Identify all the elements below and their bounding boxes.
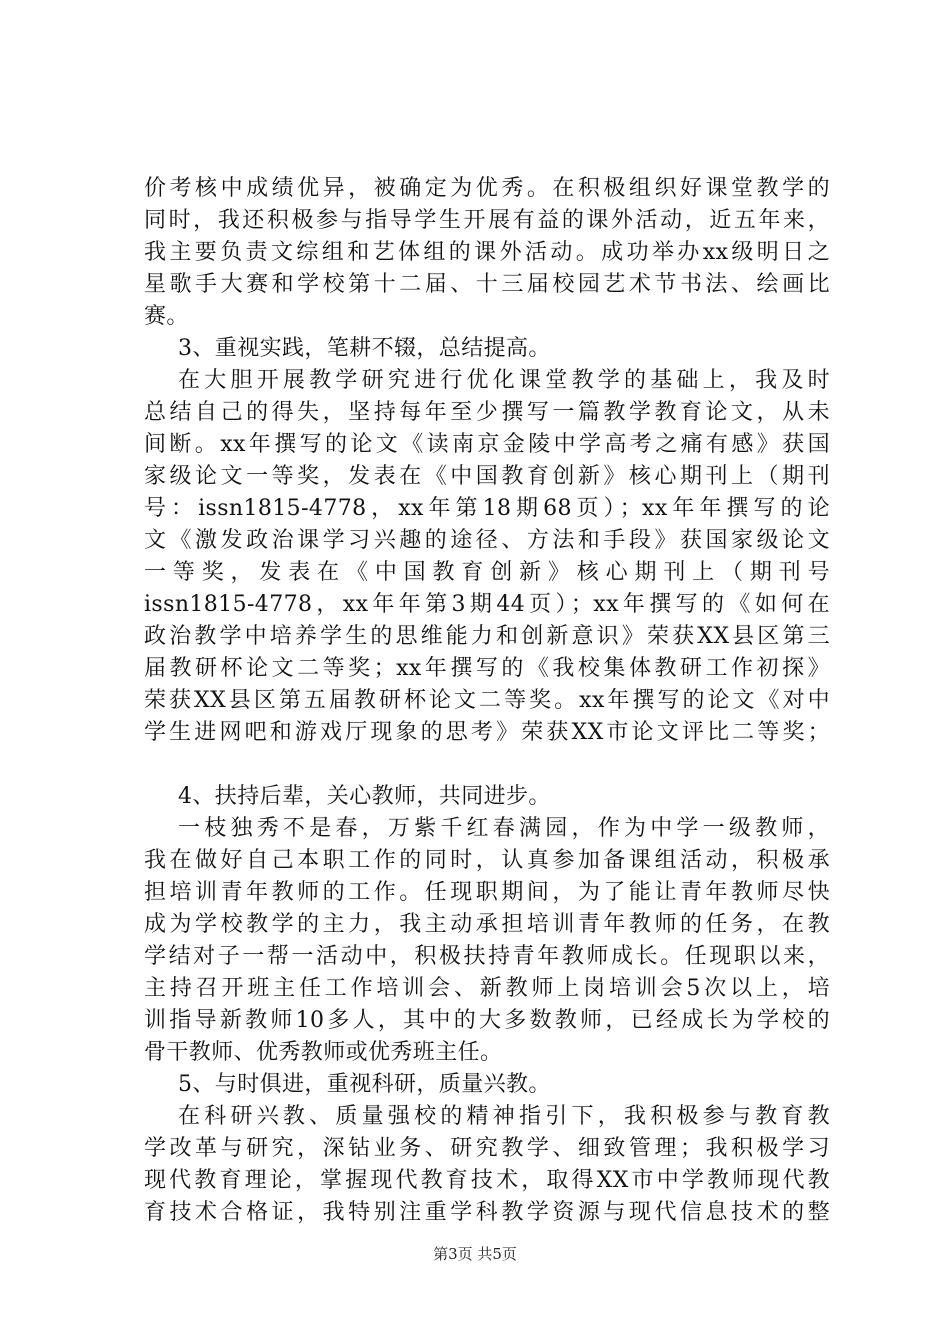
text-line: 现代教育理论，掌握现代教育技术，取得XX市中学教师现代教 <box>144 1168 830 1193</box>
paragraph-continuation <box>144 173 830 333</box>
text-line: 一等奖，发表在《中国教育创新》核心期刊上（期刊号 <box>144 560 830 585</box>
text-line: 在大胆开展教学研究进行优化课堂教学的基础上，我及时 <box>178 368 830 393</box>
text-line: 家级论文一等奖，发表在《中国教育创新》核心期刊上（期刊 <box>144 464 830 489</box>
text-line: 文《激发政治课学习兴趣的途径、方法和手段》获国家级论文 <box>144 528 830 553</box>
text-line: 总结自己的得失，坚持每年至少撰写一篇教学教育论文，从未 <box>144 400 830 425</box>
text-line: 学结对子一帮一活动中，积极扶持青年教师成长。任现职以来， <box>144 944 830 969</box>
text-line: 荣获XX县区第五届教研杯论文二等奖。xx年撰写的论文《对中 <box>144 688 830 713</box>
text-line: 主持召开班主任工作培训会、新教师上岗培训会5次以上，培 <box>144 976 830 1001</box>
text-line: 同时，我还积极参与指导学生开展有益的课外活动，近五年来， <box>144 208 830 233</box>
document-body <box>144 173 830 1229</box>
text-line: 学改革与研究，深钻业务、研究教学、细致管理；我积极学习 <box>144 1136 830 1161</box>
text-line: 育技术合格证，我特别注重学科教学资源与现代信息技术的整 <box>144 1200 830 1225</box>
paragraph-section-4 <box>144 813 830 1069</box>
text-line: 赛。 <box>144 304 189 329</box>
text-line: issn1815-4778，xx年年第3期44页）；xx年撰写的《如何在 <box>144 592 830 617</box>
text-line: 担培训青年教师的工作。任现职期间，为了能让青年教师尽快 <box>144 880 830 905</box>
section-heading-5: 5、与时俱进，重视科研，质量兴教。 <box>178 1072 551 1097</box>
text-line: 我在做好自己本职工作的同时，认真参加备课组活动，积极承 <box>144 848 830 873</box>
text-line: 我主要负责文综组和艺体组的课外活动。成功举办xx级明日之 <box>144 240 830 265</box>
text-line: 价考核中成绩优异，被确定为优秀。在积极组织好课堂教学的 <box>144 176 830 201</box>
text-line: 学生进网吧和游戏厅现象的思考》荣获XX市论文评比二等奖； <box>144 720 830 745</box>
text-line: 号：issn1815-4778，xx年第18期68页）；xx年年撰写的论 <box>144 496 830 521</box>
text-line: 政治教学中培养学生的思维能力和创新意识》荣获XX县区第三 <box>144 624 830 649</box>
text-line: 成为学校教学的主力，我主动承担培训青年教师的任务，在教 <box>144 912 830 937</box>
text-line: 届教研杯论文二等奖；xx年撰写的《我校集体教研工作初探》 <box>144 656 830 681</box>
text-line: 一枝独秀不是春，万紫千红春满园，作为中学一级教师， <box>178 816 830 841</box>
section-heading-3: 3、重视实践，笔耕不辍，总结提高。 <box>178 336 551 361</box>
text-line: 训指导新教师10多人，其中的大多数教师，已经成长为学校的 <box>144 1008 830 1033</box>
page-number-footer: 第3页 共5页 <box>433 1245 517 1263</box>
paragraph-section-3 <box>144 365 830 749</box>
section-heading-4: 4、扶持后辈，关心教师，共同进步。 <box>178 784 551 809</box>
text-line: 星歌手大赛和学校第十二届、十三届校园艺术节书法、绘画比 <box>144 272 830 297</box>
blank-line <box>144 749 830 781</box>
text-line: 间断。xx年撰写的论文《读南京金陵中学高考之痛有感》获国 <box>144 432 830 457</box>
text-line: 在科研兴教、质量强校的精神指引下，我积极参与教育教 <box>178 1104 830 1129</box>
text-line: 骨干教师、优秀教师或优秀班主任。 <box>144 1040 503 1065</box>
paragraph-section-5 <box>144 1101 830 1229</box>
